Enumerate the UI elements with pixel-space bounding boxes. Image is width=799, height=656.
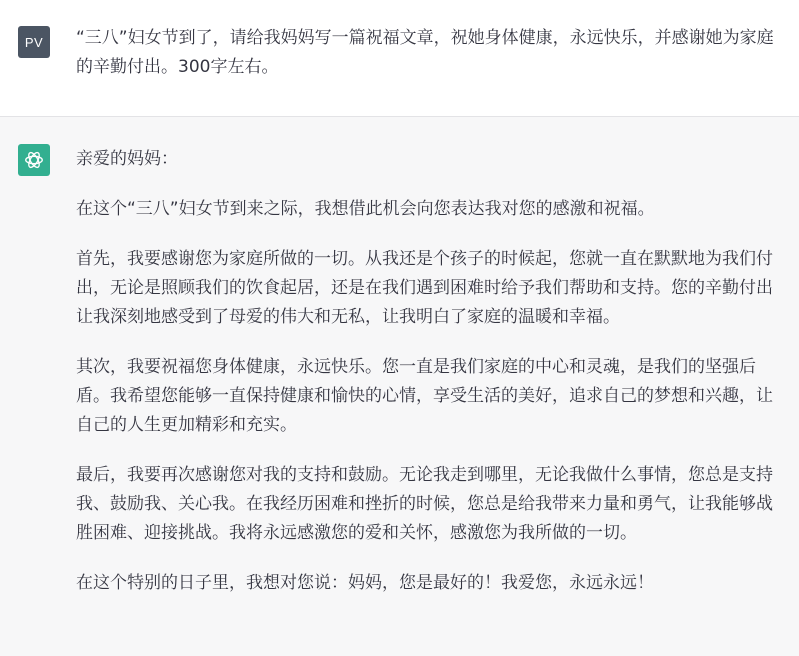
user-avatar — [18, 26, 50, 58]
assistant-paragraph-intro: 在这个“三八”妇女节到来之际，我想借此机会向您表达我对您的感激和祝福。 — [76, 199, 655, 219]
user-message-content — [76, 24, 781, 82]
user-avatar-initials: PV — [24, 34, 44, 50]
assistant-paragraph-second: 其次，我要祝福您身体健康，永远快乐。您一直是我们家庭的中心和灵魂，是我们的坚强后盾。我希望您能够一直保持健康和愉快的心情，享受生活的美好，追求自己的梦想和兴趣，让自己的人生更加精彩和充实。 — [76, 357, 773, 435]
user-message-text: “三八”妇女节到了，请给我妈妈写一篇祝福文章，祝她身体健康，永远快乐，并感谢她为家庭的辛勤付出。300字左右。 — [76, 28, 774, 77]
assistant-paragraph-last: 最后，我要再次感谢您对我的支持和鼓励。无论我走到哪里，无论我做什么事情，您总是支持我、鼓励我、关心我。在我经历困难和挫折的时候，您总是给我带来力量和勇气，让我能够战胜困难、迎接挑战。我将永远感激您的爱和关怀，感激您为我所做的一切。 — [76, 465, 773, 543]
assistant-paragraph-first: 首先，我要感谢您为家庭所做的一切。从我还是个孩子的时候起，您就一直在默默地为我们付出，无论是照顾我们的饮食起居，还是在我们遇到困难时给予我们帮助和支持。您的辛勤付出让我深刻地感受到了母爱的伟大和无私，让我明白了家庭的温暖和幸福。 — [76, 249, 773, 327]
assistant-message-content — [76, 145, 781, 619]
assistant-message — [0, 117, 799, 656]
assistant-avatar — [18, 144, 50, 176]
assistant-paragraph-closing: 在这个特别的日子里，我想对您说：妈妈，您是最好的！我爱您，永远永远！ — [76, 573, 654, 593]
openai-logo-icon — [23, 149, 45, 171]
user-message — [0, 0, 799, 117]
assistant-paragraph-greeting: 亲爱的妈妈： — [76, 149, 178, 169]
